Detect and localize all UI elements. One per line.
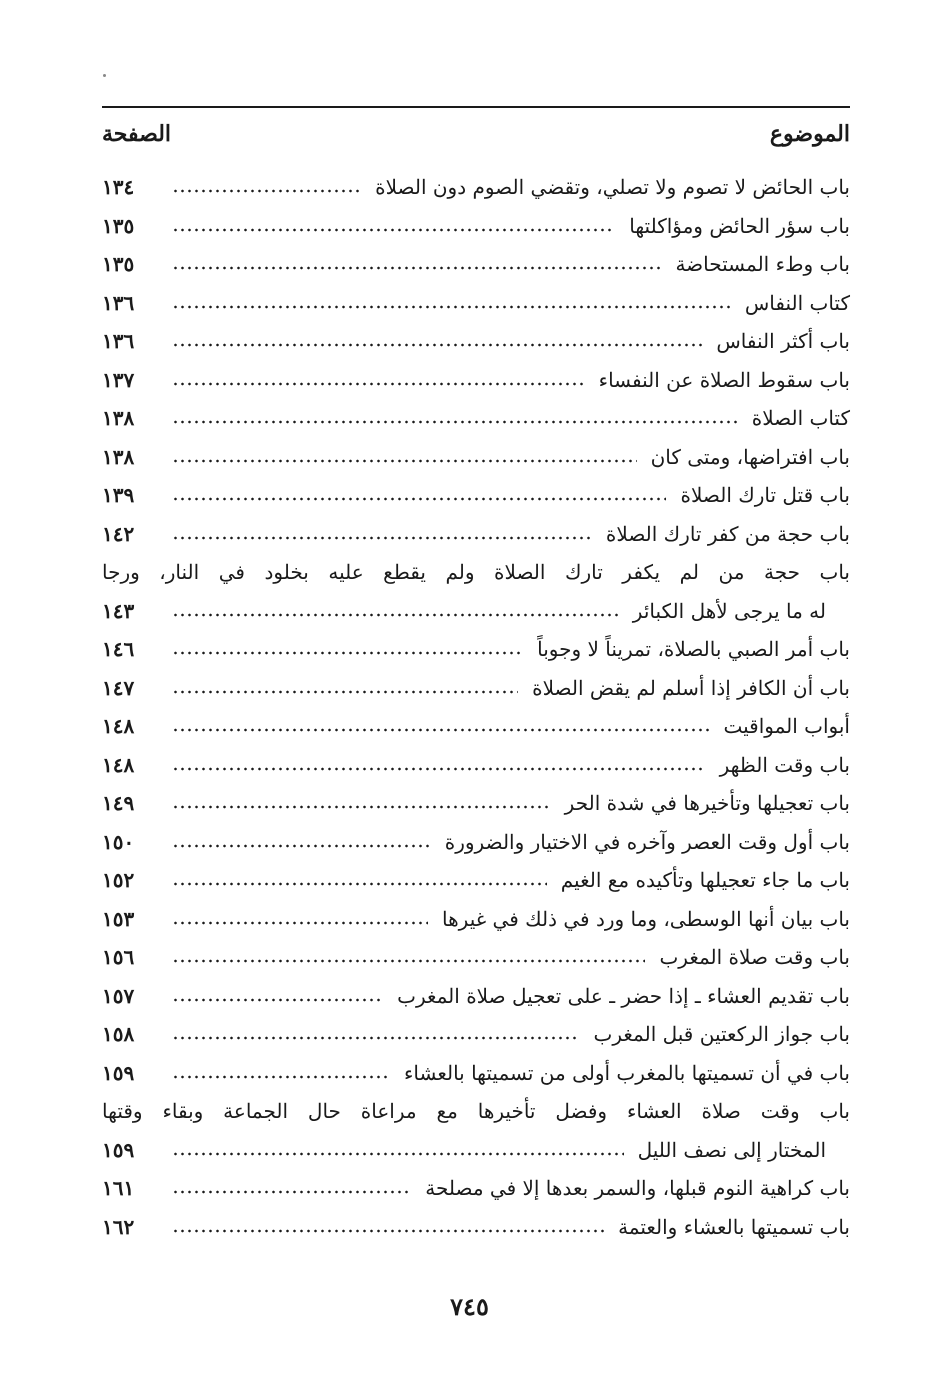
dot-leader bbox=[172, 343, 702, 347]
toc-header bbox=[102, 106, 850, 154]
toc-entry-page: ١٤٢ bbox=[102, 521, 135, 546]
toc-entry bbox=[102, 938, 850, 977]
toc-entry bbox=[102, 553, 850, 592]
toc-entry-title: باب الحائض لا تصوم ولا تصلي، وتقضي الصوم دون الصلاة bbox=[375, 175, 850, 200]
toc-entry bbox=[102, 900, 850, 939]
toc-entry-title: باب تعجيلها وتأخيرها في شدة الحر bbox=[564, 791, 850, 816]
toc-entry-continuation bbox=[102, 1131, 850, 1170]
toc-entry-title: كتاب الصلاة bbox=[751, 406, 850, 431]
dot-leader bbox=[172, 459, 637, 463]
dot-leader bbox=[172, 382, 585, 386]
toc-entry-page: ١٤٩ bbox=[102, 791, 135, 816]
toc-entry bbox=[102, 1092, 850, 1131]
toc-entry-title: باب أن الكافر إذا أسلم لم يقض الصلاة bbox=[532, 675, 850, 700]
toc-entry-title: باب افتراضها، ومتى كان bbox=[650, 444, 850, 469]
toc-entry-page: ١٣٤ bbox=[102, 175, 135, 200]
toc-entry-title: باب بيان أنها الوسطى، وما ورد في ذلك في غيرها bbox=[442, 906, 850, 931]
dot-leader bbox=[172, 497, 666, 501]
dot-leader bbox=[172, 420, 738, 424]
dot-leader bbox=[172, 959, 645, 963]
toc-entry-title: باب سقوط الصلاة عن النفساء bbox=[598, 367, 850, 392]
toc-entry-continuation bbox=[102, 592, 850, 631]
toc-entry-title: باب سؤر الحائض ومؤاكلتها bbox=[629, 213, 850, 238]
toc-entry-page: ١٣٨ bbox=[102, 444, 135, 469]
toc-entry bbox=[102, 168, 850, 207]
toc-entry-page: ١٣٥ bbox=[102, 252, 135, 277]
toc-entry bbox=[102, 361, 850, 400]
toc-entry bbox=[102, 1208, 850, 1247]
table-of-contents bbox=[102, 168, 850, 1246]
toc-entry-page: ١٤٨ bbox=[102, 752, 135, 777]
dot-leader bbox=[172, 844, 431, 848]
toc-entry-title: باب ما جاء تعجيلها وتأكيده مع الغيم bbox=[560, 868, 850, 893]
toc-entry-page: ١٤٧ bbox=[102, 675, 135, 700]
topic-column-heading: الموضوع bbox=[769, 121, 850, 147]
toc-entry bbox=[102, 784, 850, 823]
toc-entry-page: ١٣٩ bbox=[102, 483, 135, 508]
toc-entry-title: أبواب المواقيت bbox=[723, 714, 850, 739]
dot-leader bbox=[172, 1229, 604, 1233]
toc-entry-page: ١٦١ bbox=[102, 1176, 135, 1201]
toc-entry-title: باب جواز الركعتين قبل المغرب bbox=[593, 1022, 850, 1047]
dot-leader bbox=[172, 882, 547, 886]
page-number: ٧٤٥ bbox=[450, 1292, 489, 1321]
toc-entry-title: باب وقت صلاة العشاء وفضل تأخيرها مع مراعاة حال الجماعة وبقاء وقتها bbox=[102, 1099, 850, 1124]
dot-leader bbox=[172, 651, 523, 655]
dot-leader bbox=[172, 1075, 390, 1079]
dot-leader bbox=[172, 536, 592, 540]
toc-entry bbox=[102, 245, 850, 284]
toc-entry bbox=[102, 476, 850, 515]
dot-leader bbox=[172, 998, 383, 1002]
toc-entry bbox=[102, 1054, 850, 1093]
dot-leader bbox=[172, 690, 518, 694]
dot-leader bbox=[172, 805, 551, 809]
toc-entry-page: ١٥٩ bbox=[102, 1060, 135, 1085]
toc-entry-page: ١٤٦ bbox=[102, 637, 135, 662]
toc-entry bbox=[102, 515, 850, 554]
toc-entry-title-continuation: المختار إلى نصف الليل bbox=[637, 1137, 826, 1162]
toc-entry bbox=[102, 1015, 850, 1054]
toc-entry-title: باب أمر الصبي بالصلاة، تمريناً لا وجوباً bbox=[537, 637, 850, 662]
toc-entry bbox=[102, 669, 850, 708]
toc-entry-page: ١٣٥ bbox=[102, 213, 135, 238]
toc-entry-title: باب حجة من كفر تارك الصلاة bbox=[605, 521, 850, 546]
dot-leader bbox=[172, 767, 706, 771]
toc-entry-page: ١٤٨ bbox=[102, 714, 135, 739]
toc-entry bbox=[102, 977, 850, 1016]
toc-entry bbox=[102, 1169, 850, 1208]
toc-entry-title: باب وقت صلاة المغرب bbox=[659, 945, 850, 970]
toc-entry-title: باب وطء المستحاضة bbox=[675, 252, 850, 277]
scan-speck bbox=[103, 74, 106, 77]
toc-entry bbox=[102, 438, 850, 477]
toc-entry-title: باب تسميتها بالعشاء والعتمة bbox=[618, 1214, 850, 1239]
dot-leader bbox=[172, 228, 615, 232]
toc-entry bbox=[102, 630, 850, 669]
toc-entry-title: باب قتل تارك الصلاة bbox=[680, 483, 850, 508]
toc-entry bbox=[102, 207, 850, 246]
toc-entry-title: باب أكثر النفاس bbox=[716, 329, 850, 354]
dot-leader bbox=[172, 1190, 411, 1194]
toc-entry-page: ١٤٣ bbox=[102, 598, 135, 623]
toc-entry-page: ١٥٢ bbox=[102, 868, 135, 893]
dot-leader bbox=[172, 921, 428, 925]
toc-entry-page: ١٥٧ bbox=[102, 983, 135, 1008]
page-column-heading: الصفحة bbox=[102, 121, 172, 147]
toc-entry bbox=[102, 399, 850, 438]
toc-entry bbox=[102, 861, 850, 900]
toc-entry-page: ١٥٩ bbox=[102, 1137, 135, 1162]
dot-leader bbox=[172, 613, 619, 617]
toc-entry-title: كتاب النفاس bbox=[744, 290, 850, 315]
dot-leader bbox=[172, 1152, 624, 1156]
dot-leader bbox=[172, 305, 731, 309]
toc-entry-title: باب وقت الظهر bbox=[719, 752, 850, 777]
toc-entry-title: باب تقديم العشاء ـ إذا حضر ـ على تعجيل صلاة المغرب bbox=[397, 983, 850, 1008]
toc-entry-page: ١٦٢ bbox=[102, 1214, 135, 1239]
dot-leader bbox=[172, 1036, 580, 1040]
toc-entry-page: ١٥٣ bbox=[102, 906, 135, 931]
toc-entry-page: ١٥٦ bbox=[102, 945, 135, 970]
toc-entry-title: باب حجة من لم يكفر تارك الصلاة ولم يقطع عليه بخلود في النار، ورجا bbox=[102, 560, 850, 585]
toc-entry-page: ١٣٧ bbox=[102, 367, 135, 392]
toc-entry-title: باب في أن تسميتها بالمغرب أولى من تسميتها بالعشاء bbox=[403, 1060, 850, 1085]
toc-entry bbox=[102, 322, 850, 361]
toc-entry-page: ١٥٨ bbox=[102, 1022, 135, 1047]
toc-entry bbox=[102, 746, 850, 785]
toc-entry-page: ١٣٨ bbox=[102, 406, 135, 431]
toc-entry-page: ١٣٦ bbox=[102, 329, 135, 354]
toc-entry-title: باب أول وقت العصر وآخره في الاختيار والضرورة bbox=[444, 829, 850, 854]
dot-leader bbox=[172, 189, 361, 193]
dot-leader bbox=[172, 266, 661, 270]
toc-entry-title-continuation: له ما يرجى لأهل الكبائر bbox=[632, 598, 826, 623]
toc-entry bbox=[102, 284, 850, 323]
toc-entry bbox=[102, 707, 850, 746]
toc-entry-page: ١٥٠ bbox=[102, 829, 135, 854]
toc-entry-page: ١٣٦ bbox=[102, 290, 135, 315]
toc-entry-title: باب كراهية النوم قبلها، والسمر بعدها إلا في مصلحة bbox=[425, 1176, 850, 1201]
toc-entry bbox=[102, 823, 850, 862]
dot-leader bbox=[172, 728, 709, 732]
